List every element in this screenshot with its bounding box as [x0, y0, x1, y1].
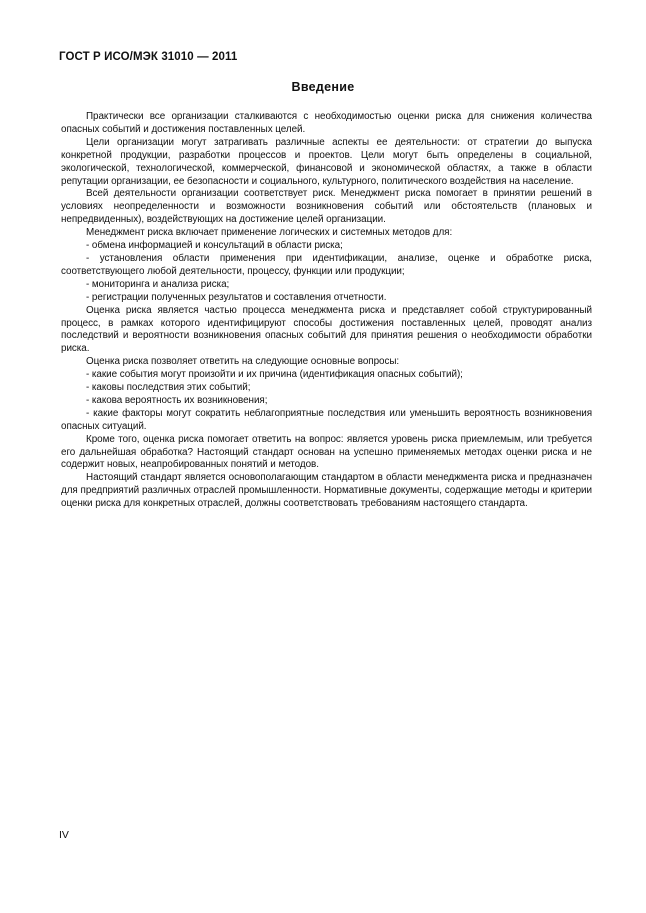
- list-item: - мониторинга и анализа риска;: [86, 278, 230, 290]
- paragraph: Оценка риска позволяет ответить на следующие основные вопросы:: [86, 356, 400, 368]
- document-header: ГОСТ Р ИСО/МЭК 31010 — 2011: [59, 51, 238, 63]
- list-item: - какие события могут произойти и их причина (идентификация опасных событий);: [86, 369, 463, 381]
- list-item: - регистрации полученных результатов и составления отчетности.: [86, 291, 387, 303]
- paragraph: Оценка риска является частью процесса менеджмента риска и представляет собой структурированный процесс, в рамках которого идентифицируют способы достижения поставленных целей, проводят анализ последствий и вероятности возникновения опасных событий для принятия решения о необходимости обработки риска.: [61, 304, 592, 355]
- page-number: IV: [59, 829, 69, 841]
- body-text: [61, 111, 592, 511]
- paragraph: Кроме того, оценка риска помогает ответить на вопрос: является уровень риска приемлемым, или требуется его дальнейшая обработка? Настоящий стандарт основан на успешно применяемых методах оценки риска и не содержит новых, неапробированных понятий и методов.: [61, 433, 592, 471]
- paragraph: Настоящий стандарт является основополагающим стандартом в области менеджмента риска и предназначен для предприятий различных отраслей промышленности. Нормативные документы, содержащие методы и критерии оценки риска для конкретных отраслей, должны соответствовать требованиям настоящего стандарта.: [61, 472, 592, 510]
- list-item: - какие факторы могут сократить неблагоприятные последствия или уменьшить вероятность возникновения опасных ситуаций.: [61, 407, 592, 432]
- paragraph: Всей деятельности организации соответствует риск. Менеджмент риска помогает в принятии решений в условиях неопределенности и возможности возникновения событий или обстоятельств (плановых и непредвиденных), воздействующих на достижение целей организации.: [61, 188, 592, 226]
- paragraph: Цели организации могут затрагивать различные аспекты ее деятельности: от стратегии до выпуска конкретной продукции, разработки процессов и проектов. Цели могут быть определены в социальной, экологической, технологической, коммерческой, финансовой и экономической областях, а также в области репутации организации, ее безопасности и социального, культурного, политического воздействия на население.: [61, 136, 592, 187]
- paragraph: Практически все организации сталкиваются с необходимостью оценки риска для снижения количества опасных событий и достижения поставленных целей.: [61, 111, 592, 135]
- list-item: - каковы последствия этих событий;: [86, 382, 251, 394]
- list-item: - установления области применения при идентификации, анализе, оценке и обработке риска, соответствующего любой деятельности, процессу, функции или продукции;: [61, 252, 592, 277]
- section-title: Введение: [291, 80, 355, 94]
- list-item: - какова вероятность их возникновения;: [86, 394, 268, 406]
- list-item: - обмена информацией и консультаций в области риска;: [86, 240, 343, 252]
- paragraph: Менеджмент риска включает применение логических и системных методов для:: [86, 227, 453, 239]
